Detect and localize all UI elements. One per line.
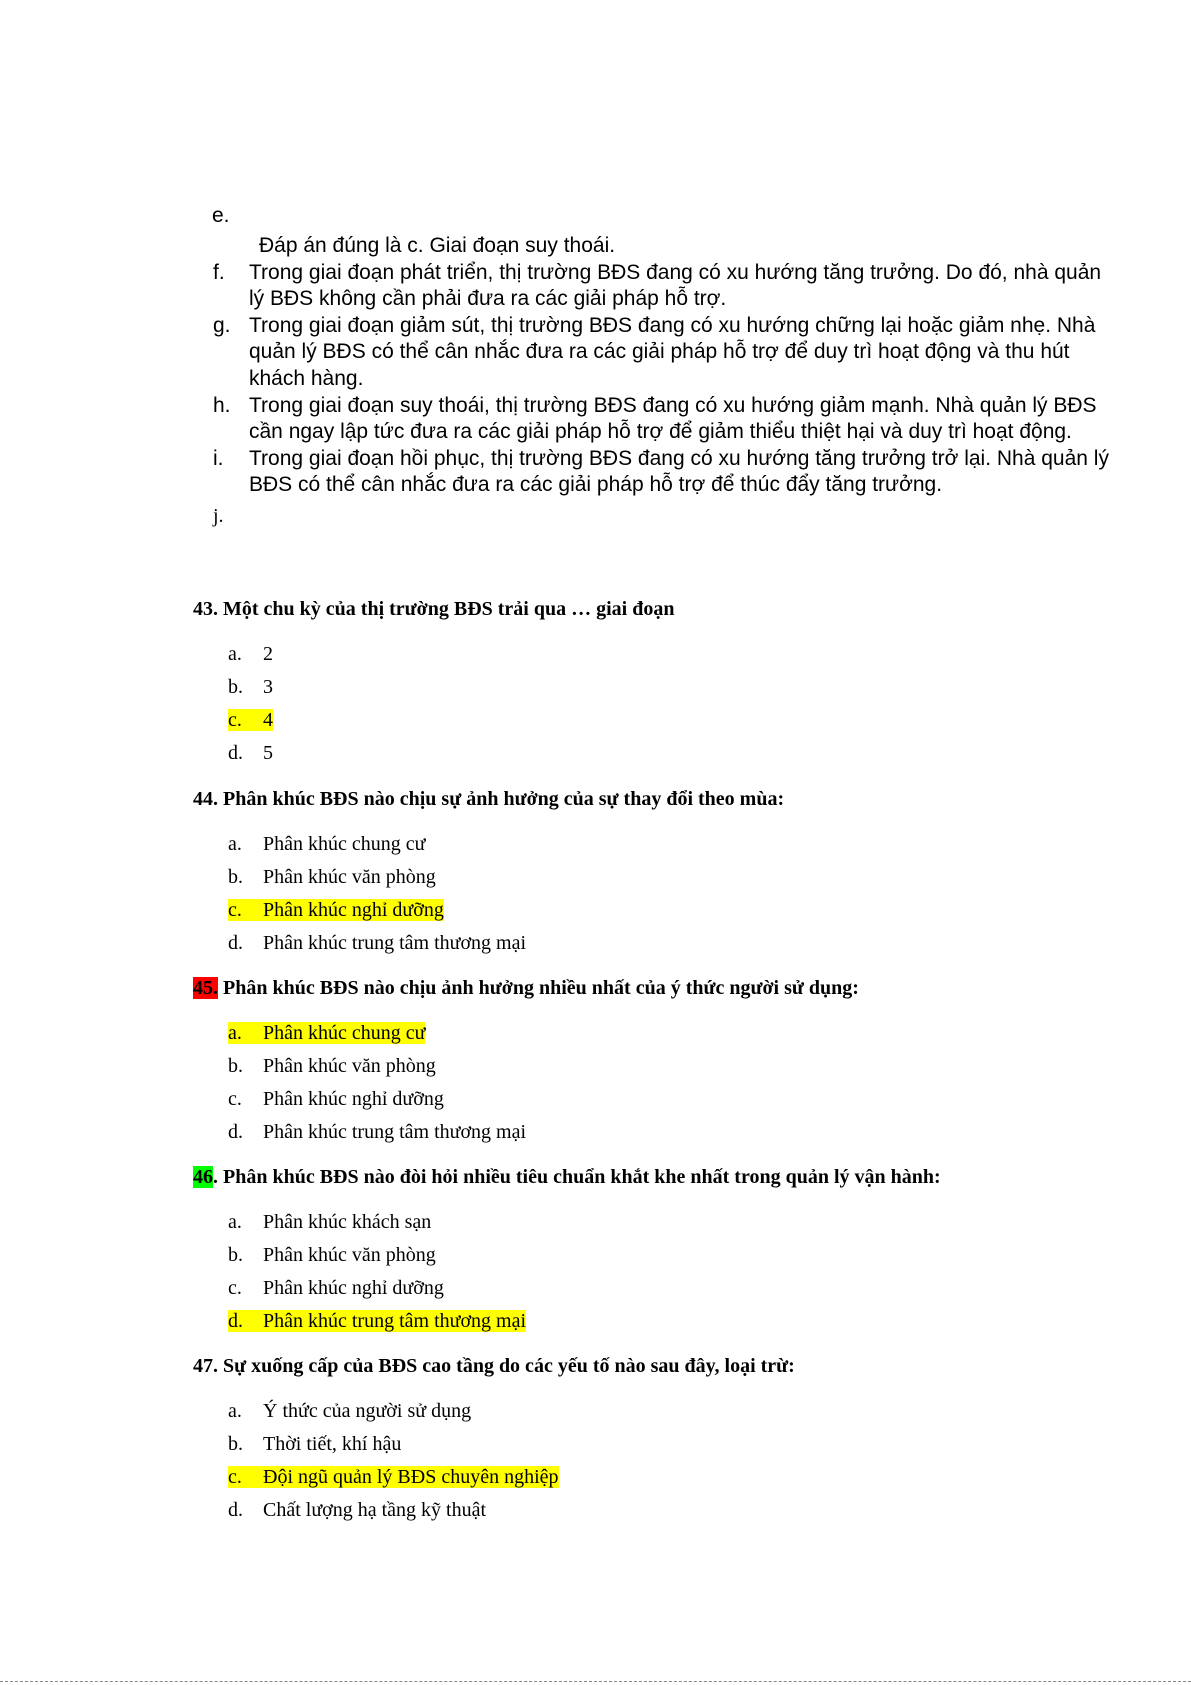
option-text: 4 [263, 709, 273, 731]
page-bottom-divider [0, 1681, 1191, 1682]
option-label: a. [228, 643, 242, 665]
option-text: 5 [263, 742, 273, 764]
item-label: e. [212, 204, 230, 227]
option-text: Phân khúc nghỉ dưỡng [263, 899, 444, 921]
option-text: Phân khúc văn phòng [263, 1055, 436, 1077]
option-a[interactable] [228, 832, 526, 865]
question-text: Phân khúc BĐS nào chịu sự ảnh hưởng của sự thay đổi theo mùa: [218, 788, 785, 810]
item-text: Trong giai đoạn giảm sút, thị trường BĐS đang có xu hướng chững lại hoặc giảm nhẹ. Nhà quản lý BĐS có thể cân nhắc đưa ra các giải pháp hỗ trợ để duy trì hoạt động và thu hút khách hàng. [249, 313, 1096, 390]
list-item [213, 393, 1113, 446]
question-text: Sự xuống cấp của BĐS cao tầng do các yếu tố nào sau đây, loại trừ: [218, 1355, 795, 1377]
option-label: c. [228, 709, 242, 731]
option-d-correct[interactable] [228, 1309, 526, 1342]
item-text: Trong giai đoạn phát triển, thị trường BĐS đang có xu hướng tăng trưởng. Do đó, nhà quản lý BĐS không cần phải đưa ra các giải pháp hỗ trợ. [249, 260, 1102, 311]
option-label: d. [228, 1499, 243, 1521]
item-label: h. [213, 393, 231, 417]
option-text: Thời tiết, khí hậu [263, 1433, 402, 1455]
option-c-correct[interactable] [228, 898, 526, 931]
list-item [212, 203, 1126, 233]
option-text: Phân khúc trung tâm thương mại [263, 1310, 527, 1332]
option-b[interactable] [228, 1243, 526, 1276]
option-label: a. [228, 1022, 242, 1044]
list-item [213, 313, 1113, 393]
option-label: d. [228, 742, 243, 764]
option-d[interactable] [228, 741, 273, 774]
option-c[interactable] [228, 1087, 526, 1120]
option-d[interactable] [228, 1498, 559, 1531]
option-b[interactable] [228, 865, 526, 898]
item-text: Trong giai đoạn hồi phục, thị trường BĐS đang có xu hướng tăng trưởng trở lại. Nhà quản lý BĐS có thể cân nhắc đưa ra các giải pháp hỗ trợ để thúc đẩy tăng trưởng. [249, 446, 1109, 497]
options-43 [228, 642, 273, 774]
option-b[interactable] [228, 675, 273, 708]
list-item [213, 446, 1113, 499]
option-c[interactable] [228, 1276, 526, 1309]
question-text: Một chu kỳ của thị trường BĐS trải qua … giai đoạn [218, 598, 675, 620]
question-text: Phân khúc BĐS nào chịu ảnh hưởng nhiều nhất của ý thức người sử dụng: [218, 977, 859, 999]
item-text: Trong giai đoạn suy thoái, thị trường BĐS đang có xu hướng giảm mạnh. Nhà quản lý BĐS cần ngay lập tức đưa ra các giải pháp hỗ trợ để giảm thiểu thiệt hại và duy trì hoạt động. [249, 393, 1097, 444]
question-number: 46 [193, 1166, 213, 1188]
option-text: Phân khúc khách sạn [263, 1211, 432, 1233]
options-47 [228, 1399, 559, 1531]
item-label: i. [213, 446, 224, 470]
option-text: Phân khúc trung tâm thương mại [263, 932, 527, 954]
option-label: d. [228, 1121, 243, 1143]
question-number: 47. [193, 1355, 218, 1377]
option-a[interactable] [228, 1399, 559, 1432]
option-d[interactable] [228, 1120, 526, 1153]
option-label: a. [228, 1400, 242, 1422]
option-text: Phân khúc nghỉ dưỡng [263, 1277, 444, 1299]
option-d[interactable] [228, 931, 526, 964]
option-label: b. [228, 1055, 243, 1077]
option-b[interactable] [228, 1432, 559, 1465]
option-text: Ý thức của người sử dụng [263, 1400, 472, 1422]
option-text: Phân khúc văn phòng [263, 866, 436, 888]
option-text: Phân khúc văn phòng [263, 1244, 436, 1266]
option-text: Chất lượng hạ tầng kỹ thuật [263, 1499, 487, 1521]
option-text: 2 [263, 643, 273, 665]
question-text: . Phân khúc BĐS nào đòi hỏi nhiều tiêu chuẩn khắt khe nhất trong quản lý vận hành: [213, 1166, 941, 1188]
option-a[interactable] [228, 642, 273, 675]
option-text: Phân khúc chung cư [263, 1022, 426, 1044]
option-text: Phân khúc chung cư [263, 833, 426, 855]
question-45 [193, 977, 859, 1000]
option-text: Đội ngũ quản lý BĐS chuyên nghiệp [263, 1466, 559, 1488]
option-label: b. [228, 1433, 243, 1455]
explanation-block [212, 203, 1126, 530]
option-label: b. [228, 1244, 243, 1266]
question-46 [193, 1166, 941, 1189]
option-c-correct[interactable] [228, 1465, 559, 1498]
option-text: 3 [263, 676, 273, 698]
list-item [213, 260, 1113, 313]
option-label: c. [228, 1088, 242, 1110]
option-label: b. [228, 676, 243, 698]
option-label: c. [228, 1277, 242, 1299]
option-label: a. [228, 833, 242, 855]
option-c-correct[interactable] [228, 708, 273, 741]
question-47 [193, 1355, 795, 1378]
option-label: b. [228, 866, 243, 888]
option-label: c. [228, 899, 242, 921]
question-number: 45. [193, 977, 218, 999]
options-45 [228, 1021, 526, 1153]
option-a[interactable] [228, 1210, 526, 1243]
option-label: c. [228, 1466, 242, 1488]
option-label: a. [228, 1211, 242, 1233]
question-43 [193, 598, 674, 621]
options-46 [228, 1210, 526, 1342]
option-label: d. [228, 932, 243, 954]
option-text: Phân khúc nghỉ dưỡng [263, 1088, 444, 1110]
question-44 [193, 788, 784, 811]
option-text: Phân khúc trung tâm thương mại [263, 1121, 527, 1143]
item-label: g. [213, 313, 231, 337]
question-number: 43. [193, 598, 218, 620]
options-44 [228, 832, 526, 964]
question-number: 44. [193, 788, 218, 810]
answer-text: Đáp án đúng là c. Giai đoạn suy thoái. [259, 234, 616, 257]
option-label: d. [228, 1310, 243, 1332]
option-b[interactable] [228, 1054, 526, 1087]
option-a-correct[interactable] [228, 1021, 526, 1054]
item-label: j. [213, 504, 224, 527]
item-label: f. [213, 260, 225, 284]
